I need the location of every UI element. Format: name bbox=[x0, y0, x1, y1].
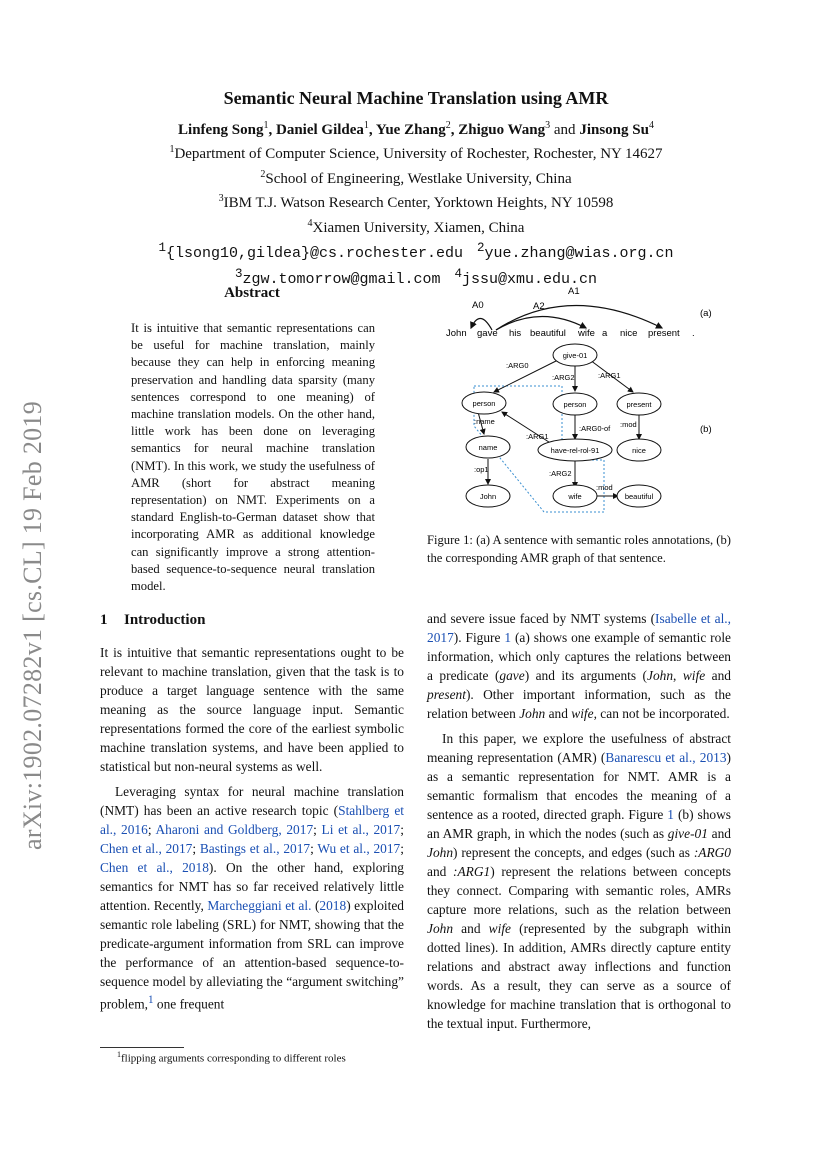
node-label: present bbox=[626, 400, 652, 409]
section-title: Introduction bbox=[124, 612, 206, 628]
edge-label: :mod bbox=[596, 483, 613, 492]
italic-term: John bbox=[427, 845, 454, 860]
footnote-number: 1 bbox=[117, 1050, 121, 1059]
section-heading bbox=[100, 612, 404, 629]
email-mark: 3 bbox=[234, 267, 243, 281]
citation-link[interactable]: Bastings et al., 2017 bbox=[199, 841, 311, 856]
paragraph: Leveraging syntax for neural machine translation (NMT) has been an active research topic (Stahlberg et al., 2016; Aharoni and Goldberg, 2017; Li et al., 2017; Chen et al., 2017; Bastings et al., 2017; Wu et al., 2017; Chen et al., 2018). On the other hand, exploring semantics for NMT has so far received relatively little attention. Recently, Marcheggiani et al. (2018) exploited semantic role labeling (SRL) for NMT, showing that the predicate-argument information from SRL can improve the performance of an attention-based sequence-to-sequence model by alleviating the “argument switching” problem,$^1$ one frequent bbox=[100, 784, 405, 1012]
italic-term: give-01 bbox=[667, 826, 708, 841]
node-label: give-01 bbox=[562, 351, 588, 360]
author-conjunction: and bbox=[553, 122, 576, 138]
node-label: person bbox=[472, 399, 496, 408]
citation-link[interactable]: Banarescu et al., 2013 bbox=[605, 750, 727, 765]
author-affil-mark: 4 bbox=[648, 120, 654, 131]
text-run: ) and its arguments ( bbox=[524, 668, 647, 683]
author-affil-mark: 3 bbox=[545, 120, 551, 131]
token: a bbox=[602, 328, 608, 339]
text-run: ) exploited semantic role labeling (SRL) for NMT, showing that the predicate-argument information from SRL can improve the performance of an attention-based sequence-to-sequence model by alleviating the “argument switching” problem, bbox=[100, 898, 405, 1012]
affil-mark: 3 bbox=[218, 193, 224, 204]
figure-ref-link[interactable]: 1 bbox=[667, 807, 674, 822]
affiliation bbox=[100, 165, 732, 190]
text-run: ) as a semantic representation for NMT. AMR is a semantic formalism that encodes the meaning of a sentence as a rooted, directed graph. Figure bbox=[427, 750, 731, 822]
node-label: wife bbox=[568, 492, 582, 501]
affil-text: School of Engineering, Westlake University, China bbox=[265, 170, 572, 187]
left-column-body bbox=[100, 643, 404, 1019]
citation-link[interactable]: Stahlberg et al., 2016 bbox=[100, 803, 404, 837]
node-label: John bbox=[479, 492, 497, 501]
author-list: Linfeng Song$^1$, Daniel Gildea$^1$, Yue Zhang$^2$, Zhiguo Wang$^3$ and Jinsong Su$^4$ bbox=[178, 120, 654, 138]
abstract-heading: Abstract bbox=[224, 285, 280, 301]
text-run: (b) shows an AMR graph, in which the nodes (such as bbox=[427, 807, 731, 841]
node-label: person bbox=[563, 400, 587, 409]
paragraph bbox=[427, 729, 731, 1033]
italic-term: wife bbox=[682, 668, 706, 683]
text-run: ). Figure bbox=[453, 630, 505, 645]
author-affil-mark: 1 bbox=[363, 120, 369, 131]
italic-term: present bbox=[427, 687, 466, 702]
italic-term: John bbox=[519, 706, 546, 721]
author-affil-mark: 2 bbox=[445, 120, 451, 131]
text-run: , bbox=[673, 668, 683, 683]
text-run: ; bbox=[313, 822, 322, 837]
citation-link[interactable]: Chen et al., 2018 bbox=[100, 860, 209, 875]
author-name: Linfeng Song bbox=[178, 122, 264, 138]
author-name: Zhiguo Wang bbox=[458, 122, 546, 138]
paper-title: Semantic Neural Machine Translation using AMR bbox=[223, 88, 609, 108]
text-run: and bbox=[707, 826, 731, 841]
panel-label-a: (a) bbox=[700, 308, 712, 319]
abstract-text: It is intuitive that semantic representations can be useful for machine translation, mainly because they can help in enforcing meaning preservation and handling data sparsity (many sentences correspond to one meaning) of machine translation models. On the other hand, little work has been done on leveraging semantics for neural machine translation (NMT). In this work, we study the usefulness of AMR (short for abstract meaning representation) on NMT. Experiments on a standard English-to-German dataset show that incorporating AMR as additional knowledge can significantly improve a strong attention-based sequence-to-sequence neural translation model. bbox=[131, 321, 375, 594]
text-run: and bbox=[705, 668, 731, 683]
italic-term: wife bbox=[571, 706, 594, 721]
italic-term: wife bbox=[488, 921, 511, 936]
token: nice bbox=[620, 328, 638, 339]
citation-link[interactable]: Li et al., 2017 bbox=[321, 822, 401, 837]
edge-label: :mod bbox=[620, 420, 637, 429]
text-run: ; bbox=[192, 841, 200, 856]
figure-ref-link[interactable]: 1 bbox=[504, 630, 512, 645]
token: present bbox=[648, 328, 680, 339]
paragraph: It is intuitive that semantic representations ought to be relevant to machine translation, given that the task is to produce a target language sentence with the same meaning as the source language input. Semantic representations formed the core of the earliest symbolic machine translation systems, and have been applied to statistical but non-neural systems as well. bbox=[100, 645, 404, 774]
email-address: zgw.tomorrow@gmail.com bbox=[242, 271, 441, 288]
panel-label-b: (b) bbox=[700, 424, 712, 435]
text-run: (represented by the subgraph within dotted lines). In addition, AMRs directly capture entity relations and abstract away inflections and function words. As a result, they can serve as a source of knowledge for machine translation that is orthogonal to the textual input. Furthermore, bbox=[427, 921, 731, 1031]
edge-label: :ARG0-of bbox=[579, 424, 611, 433]
author-name: Daniel Gildea bbox=[276, 122, 364, 138]
citation-link[interactable]: Aharoni and Goldberg, 2017 bbox=[155, 822, 314, 837]
author-name: Jinsong Su bbox=[579, 122, 649, 138]
edge-label: :op1 bbox=[474, 465, 489, 474]
token: wife bbox=[578, 328, 595, 339]
node-label: name bbox=[478, 443, 498, 452]
italic-term: John bbox=[647, 668, 674, 683]
author-name: Yue Zhang bbox=[375, 122, 446, 138]
citation-link[interactable]: Chen et al., 2017 bbox=[100, 841, 193, 856]
email-mark: 1 bbox=[158, 241, 166, 255]
amr-figure bbox=[440, 284, 730, 520]
affil-mark: 4 bbox=[307, 217, 313, 229]
footnote bbox=[117, 1050, 346, 1065]
token: beautiful bbox=[530, 328, 566, 339]
text-run: and bbox=[545, 706, 572, 721]
edge-label: :ARG2 bbox=[549, 469, 572, 478]
text-run: ; bbox=[147, 822, 156, 837]
token: John bbox=[446, 328, 467, 339]
italic-term: gave bbox=[499, 668, 525, 683]
email-line bbox=[100, 238, 732, 264]
text-run: ; bbox=[310, 841, 318, 856]
affiliation bbox=[100, 189, 732, 214]
edge-label: :name bbox=[474, 417, 495, 426]
text-run: and bbox=[427, 864, 454, 879]
paragraph bbox=[427, 609, 731, 723]
token: . bbox=[692, 328, 695, 339]
email-address: yue.zhang@wias.org.cn bbox=[484, 245, 674, 262]
affiliation bbox=[100, 140, 732, 165]
affil-text: IBM T.J. Watson Research Center, Yorktown Heights, NY 10598 bbox=[223, 195, 614, 211]
node-label: have-rel-rol-91 bbox=[550, 446, 600, 455]
footnote-divider bbox=[100, 1047, 184, 1048]
arxiv-identifier: arXiv:1902.07282v1 [cs.CL] 19 Feb 2019 bbox=[18, 400, 47, 850]
italic-term: :ARG0 bbox=[693, 845, 731, 860]
text-run: ; bbox=[400, 841, 404, 856]
figure-1 bbox=[440, 284, 730, 520]
token: gave bbox=[477, 328, 498, 339]
affil-mark: 2 bbox=[260, 168, 266, 180]
srl-label-a0: A0 bbox=[472, 300, 484, 311]
affil-text: Xiamen University, Xiamen, China bbox=[312, 219, 525, 236]
section-number: 1 bbox=[100, 612, 108, 628]
text-run: and severe issue faced by NMT systems ( bbox=[427, 611, 656, 626]
italic-term: John bbox=[427, 921, 454, 936]
affil-text: Department of Computer Science, University of Rochester, Rochester, NY 14627 bbox=[174, 146, 663, 162]
srl-arc-a1 bbox=[496, 305, 662, 330]
citation-link[interactable]: Marcheggiani et al. bbox=[207, 898, 312, 913]
text-run: ) represent the concepts, and edges (such as bbox=[453, 845, 694, 860]
text-run: one frequent bbox=[153, 996, 225, 1012]
edge-label: :ARG1 bbox=[598, 371, 621, 380]
srl-label-a1: A1 bbox=[568, 286, 580, 297]
right-column-body bbox=[427, 609, 731, 1039]
edge-label: :ARG0 bbox=[506, 361, 529, 370]
author-affil-mark: 1 bbox=[263, 120, 269, 131]
edge-label: :ARG1 bbox=[526, 432, 549, 441]
citation-link[interactable]: Isabelle et al., 2017 bbox=[427, 611, 731, 645]
email-mark: 4 bbox=[454, 267, 463, 281]
footnote-marker[interactable]: 1 bbox=[147, 994, 154, 1006]
footnote-text: flipping arguments corresponding to different roles bbox=[121, 1052, 346, 1065]
token: his bbox=[509, 328, 522, 339]
email-address: {lsong10,gildea}@cs.rochester.edu bbox=[165, 245, 464, 262]
text-run: and bbox=[453, 921, 489, 936]
email-address: jssu@xmu.edu.cn bbox=[462, 271, 598, 288]
affil-mark: 1 bbox=[169, 144, 175, 155]
edge-label: :ARG2 bbox=[552, 373, 575, 382]
text-run: ). Other important information, such as the relation between bbox=[427, 687, 731, 721]
affiliation bbox=[100, 214, 732, 239]
sentence-tokens bbox=[446, 328, 695, 339]
text-run: ). On the other hand, exploring semantics for NMT has so far received relatively little attention. Recently, bbox=[100, 860, 404, 913]
text-run: Leveraging syntax for neural machine translation (NMT) has been an active research topic ( bbox=[100, 784, 404, 818]
text-run: (a) shows one example of semantic role information, which only captures the relations between a predicate ( bbox=[427, 630, 731, 683]
citation-link[interactable]: Wu et al., 2017 bbox=[317, 841, 401, 856]
node-label: nice bbox=[632, 446, 646, 455]
text-run: ; bbox=[400, 822, 404, 837]
italic-term: :ARG1 bbox=[453, 864, 491, 879]
srl-label-a2: A2 bbox=[533, 301, 545, 312]
email-mark: 2 bbox=[477, 241, 485, 255]
text-run: , can not be incorporated. bbox=[593, 706, 730, 721]
text-run: In this paper, we explore the usefulness of abstract meaning representation (AMR) ( bbox=[427, 731, 731, 765]
figure-caption: Figure 1: (a) A sentence with semantic roles annotations, (b) the corresponding AMR graph of that sentence. bbox=[427, 533, 731, 565]
paper-header bbox=[100, 88, 732, 290]
text-run: ) represent the relations between concepts they connect. Comparing with semantic roles, AMRs capture more relations, such as the relation between bbox=[427, 864, 731, 917]
node-label: beautiful bbox=[624, 492, 654, 501]
citation-link[interactable]: 2018 bbox=[319, 898, 347, 913]
